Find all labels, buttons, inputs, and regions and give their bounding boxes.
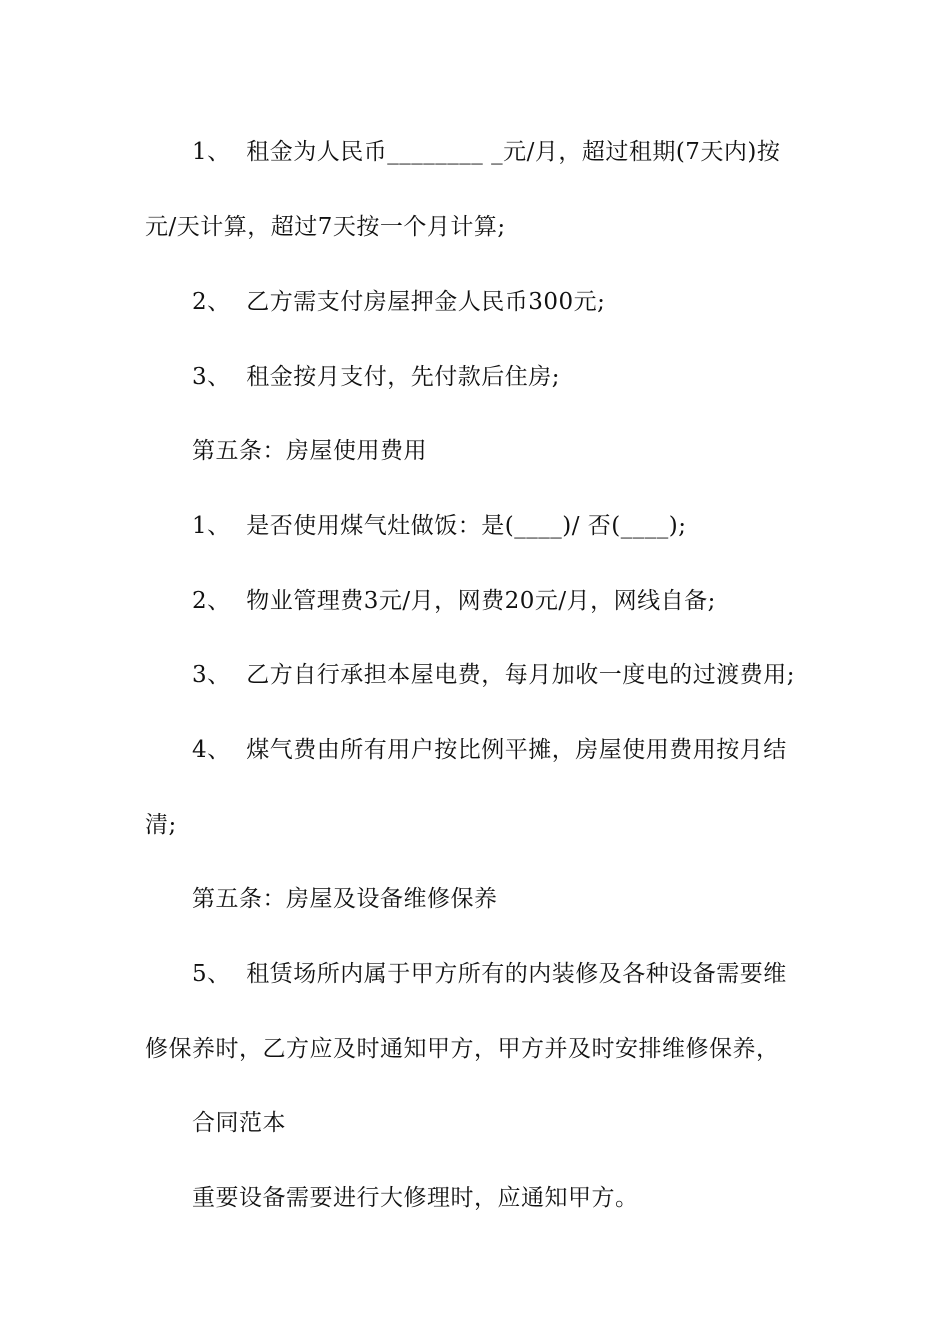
electricity-fee-line: 3、 乙方自行承担本屋电费，每月加收一度电的过渡费用; (192, 662, 796, 688)
gas-stove-line: 1、 是否使用煤气灶做饭：是(____)/ 否(____); (192, 513, 687, 539)
section-heading-maintenance: 第五条：房屋及设备维修保养 (192, 886, 498, 912)
payment-method-line: 3、 租金按月支付，先付款后住房; (192, 364, 561, 390)
rent-overdue-continuation: 元/天计算，超过7天按一个月计算; (145, 214, 506, 240)
major-repair-line: 重要设备需要进行大修理时，应通知甲方。 (192, 1185, 639, 1211)
rent-amount-line: 1、 租金为人民币________ _元/月，超过租期(7天内)按 (192, 139, 781, 165)
contract-template-label: 合同范本 (192, 1110, 286, 1136)
maintenance-continuation: 修保养时，乙方应及时通知甲方，甲方并及时安排维修保养， (145, 1036, 780, 1062)
section-heading-usage-fees: 第五条：房屋使用费用 (192, 438, 427, 464)
deposit-line: 2、 乙方需支付房屋押金人民币300元; (192, 289, 606, 315)
property-fee-line: 2、 物业管理费3元/月，网费20元/月，网线自备; (192, 588, 716, 614)
maintenance-line: 5、 租赁场所内属于甲方所有的内装修及各种设备需要维 (192, 961, 787, 987)
gas-fee-line: 4、 煤气费由所有用户按比例平摊，房屋使用费用按月结 (192, 737, 787, 763)
gas-fee-continuation: 清; (145, 812, 177, 838)
